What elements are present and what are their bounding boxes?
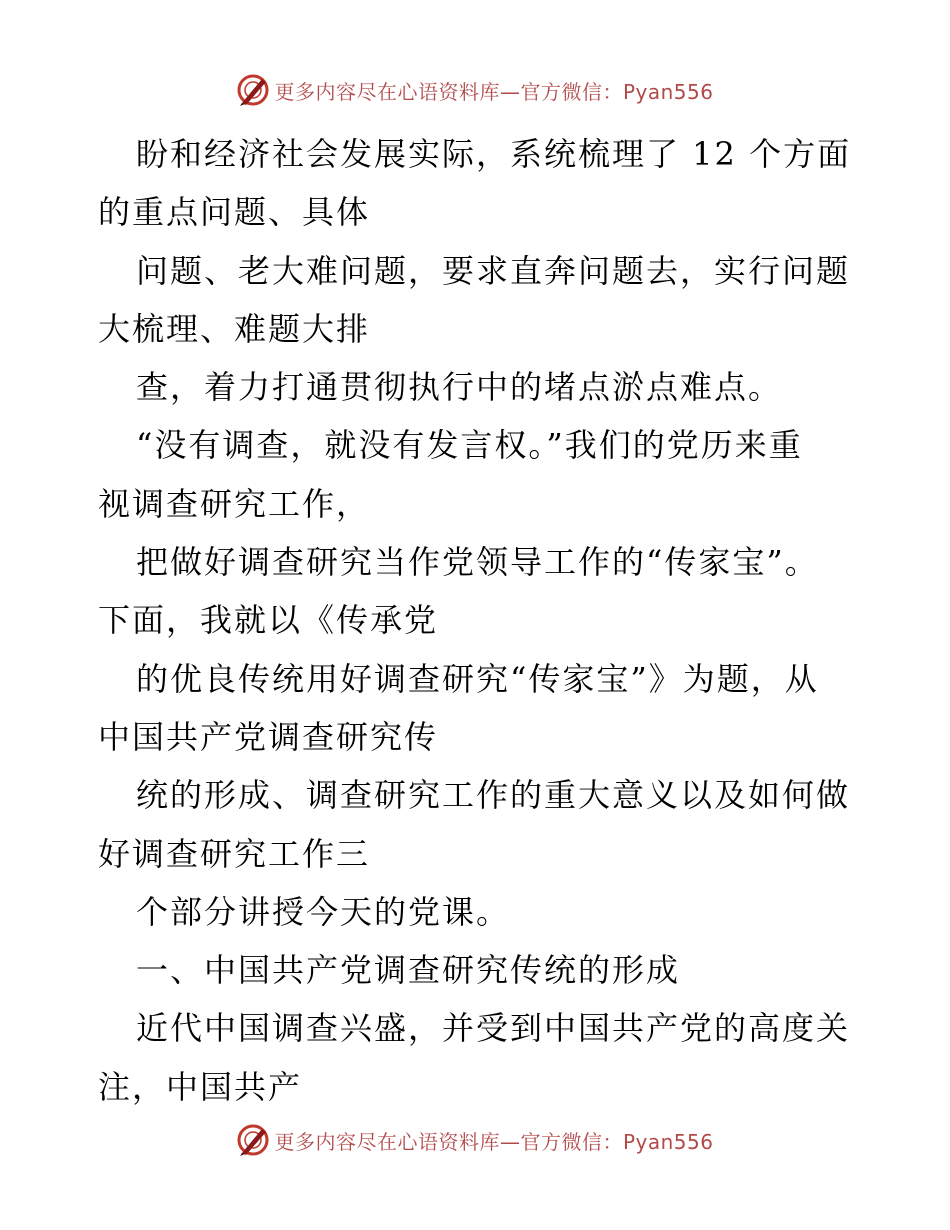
text-line: 问题、老大难问题，要求直奔问题去，实行问题 xyxy=(136,251,851,290)
document-body xyxy=(98,125,858,1116)
text-line: 下面，我就以《传承党 xyxy=(98,601,439,640)
text-line: 近代中国调查兴盛，并受到中国共产党的高度关 xyxy=(136,1009,851,1048)
text-line: “没有调查，就没有发言权。”我们的党历来重 xyxy=(136,426,803,465)
text-line: 统的形成、调查研究工作的重大意义以及如何做 xyxy=(136,776,851,815)
text-line: 中国共产党调查研究传 xyxy=(98,717,439,756)
text-line: 视调查研究工作， xyxy=(98,484,371,523)
text-line: 大梳理、难题大排 xyxy=(98,309,371,348)
footer-banner xyxy=(0,1120,950,1160)
banner-text: 更多内容尽在心语资料库—官方微信：Pyan556 xyxy=(274,1129,714,1154)
pen-logo-icon xyxy=(236,1123,270,1157)
text-line: 好调查研究工作三 xyxy=(98,834,371,873)
text-line: 个部分讲授今天的党课。 xyxy=(136,892,511,931)
header-banner xyxy=(0,70,950,110)
pen-logo-icon xyxy=(236,73,270,107)
text-line: 的优良传统用好调查研究“传家宝”》为题，从 xyxy=(136,659,819,698)
text-line: 盼和经济社会发展实际，系统梳理了 12 个方面 xyxy=(136,135,852,173)
banner-text: 更多内容尽在心语资料库—官方微信：Pyan556 xyxy=(274,79,714,104)
text-line: 把做好调查研究当作党领导工作的“传家宝”。 xyxy=(136,543,819,582)
section-heading: 一、中国共产党调查研究传统的形成 xyxy=(136,951,681,990)
text-line: 的重点问题、具体 xyxy=(98,193,371,232)
text-line: 注，中国共产 xyxy=(98,1067,303,1106)
text-line: 查，着力打通贯彻执行中的堵点淤点难点。 xyxy=(136,368,783,407)
